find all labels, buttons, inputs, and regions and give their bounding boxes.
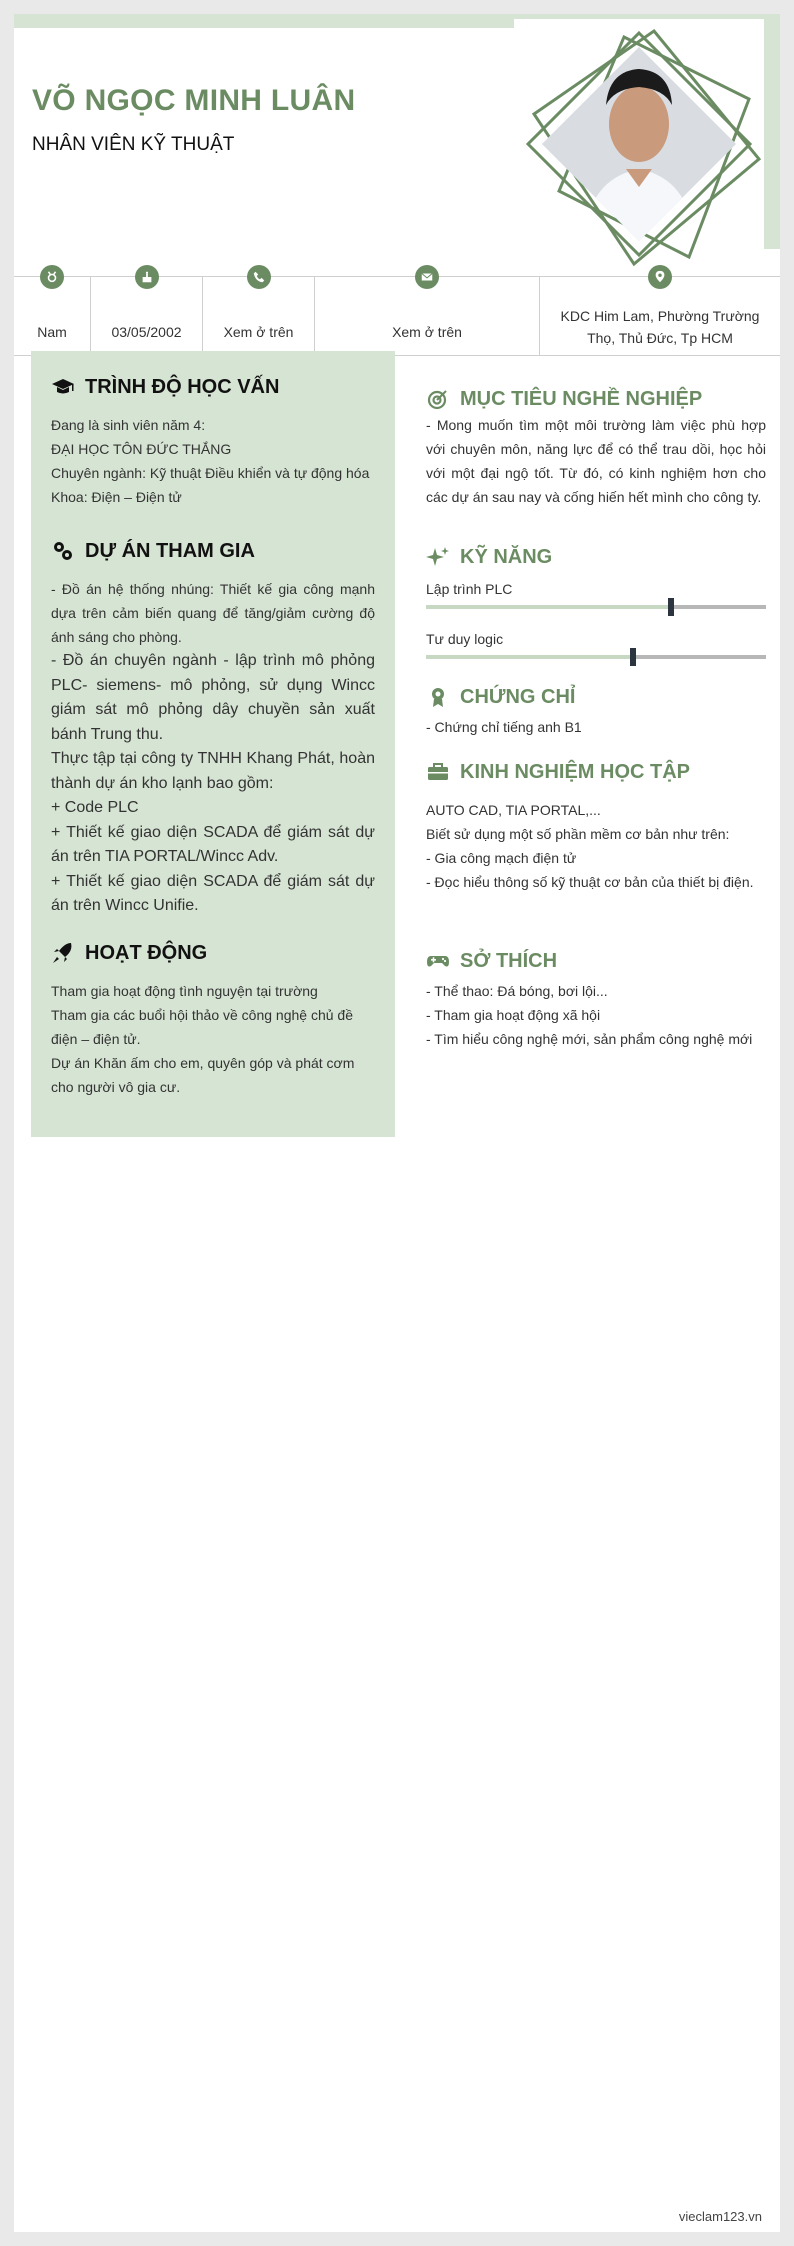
- hobby-line: - Tìm hiểu công nghệ mới, sản phẩm công nghệ mới: [426, 1031, 753, 1047]
- skill-level-handle: [630, 648, 636, 666]
- objective-section: [426, 387, 766, 509]
- info-address-value: KDC Him Lam, Phường Trường Thọ, Thủ Đức, Tp HCM: [560, 308, 760, 346]
- info-gender-value: Nam: [37, 324, 67, 340]
- target-icon: [426, 387, 450, 411]
- hobbies-section: [426, 949, 766, 1051]
- experience-line: AUTO CAD, TIA PORTAL,...: [426, 802, 601, 818]
- projects-body: [51, 649, 375, 919]
- footer-brand: vieclam123.vn: [678, 2209, 762, 2224]
- info-email: [315, 277, 540, 355]
- project-line: + Code PLC: [51, 799, 139, 816]
- skills-list: [426, 579, 766, 659]
- skill-level-handle: [668, 598, 674, 616]
- hobbies-body: [426, 979, 766, 1051]
- education-line: Đang là sinh viên năm 4:: [51, 417, 206, 433]
- education-title-text: TRÌNH ĐỘ HỌC VẤN: [85, 375, 280, 398]
- skill-level-fill: [426, 655, 633, 659]
- activity-line: Tham gia các buổi hội thảo về công nghệ chủ đề điện – điện tử.: [51, 1007, 353, 1047]
- location-icon: [648, 265, 672, 289]
- info-phone-value: Xem ở trên: [223, 324, 294, 340]
- info-birthday: [91, 277, 203, 355]
- experience-line: - Gia công mạch điện tử: [426, 850, 577, 866]
- info-birthday-value: 03/05/2002: [111, 324, 182, 340]
- projects-intro: - Đồ án hệ thống nhúng: Thiết kế gia công mạnh dựa trên cảm biến quang để tăng/giảm cường độ ánh sáng cho phòng.: [51, 581, 375, 645]
- skill-name: Tư duy logic: [426, 631, 504, 647]
- certificates-title-text: CHỨNG CHỈ: [460, 685, 576, 708]
- left-column: [31, 351, 395, 1137]
- activity-line: Tham gia hoạt động tình nguyện tại trường: [51, 983, 318, 999]
- email-icon: [415, 265, 439, 289]
- personal-info-bar: [14, 276, 780, 356]
- activity-line: Dự án Khăn ấm cho em, quyên góp và phát cơm cho người vô gia cư.: [51, 1055, 355, 1095]
- award-icon: [426, 685, 450, 709]
- project-line: + Thiết kế giao diện SCADA để giám sát dự án trên Wincc Unifie.: [51, 872, 375, 914]
- profile-photo: [514, 19, 764, 269]
- experience-body: [426, 798, 766, 894]
- skill-level-track: [426, 655, 766, 659]
- education-line: Khoa: Điện – Điện tử: [51, 489, 182, 505]
- sparkle-icon: [426, 545, 450, 569]
- skills-section: [426, 545, 766, 659]
- activities-body: [51, 979, 375, 1099]
- candidate-name: VÕ NGỌC MINH LUÂN: [32, 84, 356, 117]
- candidate-position: NHÂN VIÊN KỸ THUẬT: [32, 134, 235, 155]
- experience-title: [426, 760, 766, 784]
- gender-icon: [40, 265, 64, 289]
- birthday-icon: [135, 265, 159, 289]
- info-address: [540, 277, 780, 355]
- info-gender: [14, 277, 91, 355]
- project-line: Thực tập tại công ty TNHH Khang Phát, hoàn thành dự án kho lạnh bao gồm:: [51, 750, 375, 792]
- projects-section: [31, 539, 395, 919]
- certificates-section: [426, 685, 766, 739]
- experience-title-text: KINH NGHIỆM HỌC TẬP: [460, 760, 690, 783]
- projects-title: [51, 539, 375, 563]
- skill-item: [426, 579, 766, 609]
- phone-icon: [247, 265, 271, 289]
- education-section: [31, 375, 395, 509]
- projects-title-text: DỰ ÁN THAM GIA: [85, 539, 255, 562]
- experience-section: [426, 760, 766, 894]
- experience-line: - Đọc hiểu thông số kỹ thuật cơ bản của thiết bị điện.: [426, 874, 754, 890]
- activities-section: [31, 941, 395, 1099]
- hobby-line: - Tham gia hoạt động xã hội: [426, 1007, 601, 1023]
- project-line: - Đồ án chuyên ngành - lập trình mô phỏng PLC- siemens- mô phỏng, sử dụng Wincc giám sát mô phỏng dây chuyền sản xuất bánh Trung thu.: [51, 652, 375, 743]
- certificates-title: [426, 685, 766, 709]
- graduation-cap-icon: [51, 375, 75, 399]
- skill-level-track: [426, 605, 766, 609]
- certificate-line: - Chứng chỉ tiếng anh B1: [426, 719, 582, 735]
- gamepad-icon: [426, 949, 450, 973]
- briefcase-icon: [426, 760, 450, 784]
- gears-icon: [51, 539, 75, 563]
- objective-title: [426, 387, 766, 411]
- hobbies-title: [426, 949, 766, 973]
- project-line: + Thiết kế giao diện SCADA để giám sát dự án trên TIA PORTAL/Wincc Adv.: [51, 823, 375, 865]
- experience-line: Biết sử dụng một số phần mềm cơ bản như trên:: [426, 826, 730, 842]
- info-phone: [203, 277, 315, 355]
- info-email-value: Xem ở trên: [392, 324, 462, 340]
- hobby-line: - Thể thao: Đá bóng, bơi lội...: [426, 983, 608, 999]
- skill-item: [426, 629, 766, 659]
- education-title: [51, 375, 375, 399]
- certificates-body: [426, 715, 766, 739]
- skill-name: Lập trình PLC: [426, 581, 513, 597]
- education-body: [51, 413, 375, 509]
- objective-title-text: MỤC TIÊU NGHỀ NGHIỆP: [460, 387, 703, 410]
- activities-title-text: HOẠT ĐỘNG: [85, 941, 208, 964]
- activities-title: [51, 941, 375, 965]
- rocket-icon: [51, 941, 75, 965]
- hobbies-title-text: SỞ THÍCH: [460, 949, 558, 972]
- objective-text: - Mong muốn tìm một môi trường làm việc phù hợp với chuyên môn, năng lực để có thể trau dồi, học hỏi với một đại ngộ tốt. Từ đó, có kinh nghiệm hơn cho các dự án sau nay và cống hiến hết mình cho công ty.: [426, 417, 766, 505]
- education-line: Chuyên ngành: Kỹ thuật Điều khiển và tự động hóa: [51, 465, 370, 481]
- skills-title-text: KỸ NĂNG: [460, 545, 553, 568]
- skills-title: [426, 545, 766, 569]
- education-line: ĐẠI HỌC TÔN ĐỨC THẮNG: [51, 441, 232, 457]
- cv-page: [14, 14, 780, 2232]
- skill-level-fill: [426, 605, 671, 609]
